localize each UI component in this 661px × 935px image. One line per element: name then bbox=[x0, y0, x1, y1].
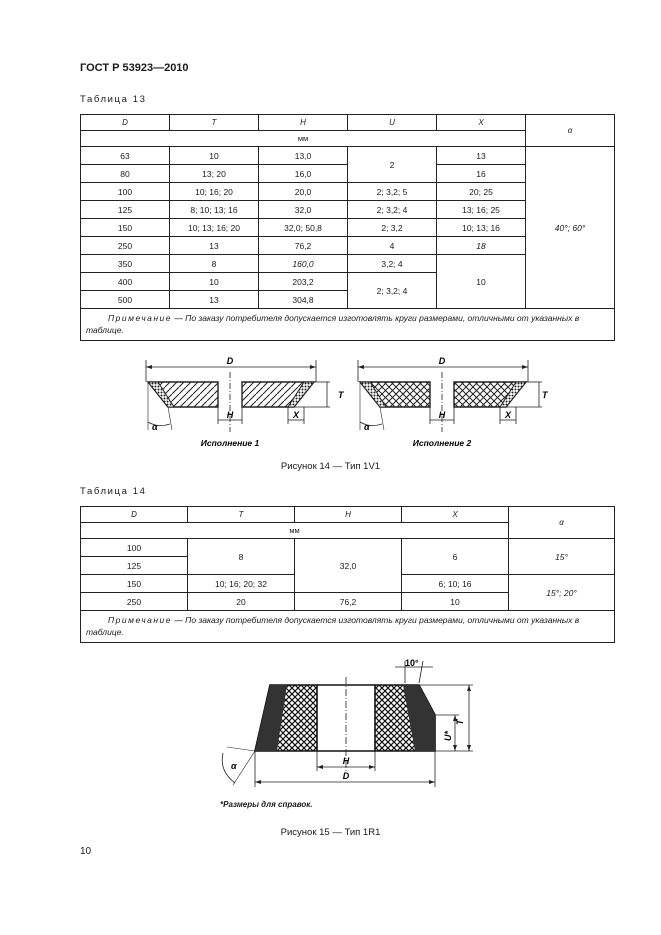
cell: 13 bbox=[437, 147, 526, 165]
cell: 15°; 20° bbox=[509, 575, 615, 611]
table13-header-alpha: α bbox=[526, 115, 615, 147]
cell: 6; 10; 16 bbox=[402, 575, 509, 593]
fig15-dim-U: U* bbox=[443, 730, 453, 741]
document-header: ГОСТ Р 53923—2010 bbox=[80, 62, 189, 74]
fig14-v2-dim-H: H bbox=[438, 410, 446, 420]
cell: 6 bbox=[402, 539, 509, 575]
fig14-v1-dim-D: D bbox=[226, 356, 234, 366]
note-label: Примечание bbox=[108, 313, 172, 323]
fig14-v2-dim-T: T bbox=[542, 390, 548, 400]
cell: 150 bbox=[81, 219, 170, 237]
table13-header-U: U bbox=[348, 115, 437, 131]
table13-unit: мм bbox=[81, 131, 526, 147]
cell: 2; 3,2; 4 bbox=[348, 201, 437, 219]
figure15-caption: Рисунок 15 — Тип 1R1 bbox=[280, 827, 381, 838]
table-row bbox=[81, 147, 615, 165]
cell: 100 bbox=[81, 183, 170, 201]
cell: 32,0; 50,8 bbox=[259, 219, 348, 237]
fig15-dim-T: T bbox=[455, 719, 465, 725]
table13-header-H: H bbox=[259, 115, 348, 131]
note-text: — По заказу потребителя допускается изготовлять круги размерами, отличными от указанных в таблице. bbox=[86, 313, 580, 335]
cell: 80 bbox=[81, 165, 170, 183]
cell: 15° bbox=[509, 539, 615, 575]
table13-header-T: T bbox=[170, 115, 259, 131]
cell: 2 bbox=[348, 147, 437, 183]
figure14-drawing bbox=[130, 352, 550, 452]
cell: 2; 3,2 bbox=[348, 219, 437, 237]
cell: 10 bbox=[170, 147, 259, 165]
cell: 18 bbox=[437, 237, 526, 255]
fig14-v1-dim-H: H bbox=[226, 410, 234, 420]
cell: 20,0 bbox=[259, 183, 348, 201]
cell: 203,2 bbox=[259, 273, 348, 291]
page-number: 10 bbox=[80, 846, 92, 857]
table14-unit: мм bbox=[81, 523, 509, 539]
cell: 350 bbox=[81, 255, 170, 273]
cell: 250 bbox=[81, 593, 188, 611]
note-label: Примечание bbox=[108, 615, 172, 625]
table14-header-alpha: α bbox=[509, 507, 615, 539]
fig15-angle-top: 10° bbox=[405, 658, 419, 668]
table13 bbox=[80, 114, 615, 341]
cell: 10 bbox=[437, 255, 526, 309]
cell: 10; 13; 16; 20 bbox=[170, 219, 259, 237]
fig14-v1-dim-T: T bbox=[338, 390, 344, 400]
cell: 3,2; 4 bbox=[348, 255, 437, 273]
cell: 160,0 bbox=[259, 255, 348, 273]
cell: 13; 20 bbox=[170, 165, 259, 183]
fig14-v1-dim-alpha: α bbox=[152, 422, 158, 432]
cell: 76,2 bbox=[295, 593, 402, 611]
cell: 125 bbox=[81, 201, 170, 219]
table13-caption: Таблица 13 bbox=[80, 94, 147, 105]
fig14-v2-dim-D: D bbox=[438, 356, 446, 366]
fig14-variant2-label: Исполнение 2 bbox=[412, 438, 472, 448]
figure15-footnote: *Размеры для справок. bbox=[220, 800, 313, 809]
cell: 150 bbox=[81, 575, 188, 593]
cell: 10; 13; 16 bbox=[437, 219, 526, 237]
cell: 76,2 bbox=[259, 237, 348, 255]
table14-header-X: X bbox=[402, 507, 509, 523]
cell: 13; 16; 25 bbox=[437, 201, 526, 219]
cell: 13,0 bbox=[259, 147, 348, 165]
cell: 10 bbox=[402, 593, 509, 611]
table13-header-D: D bbox=[81, 115, 170, 131]
fig14-v2-dim-X: X bbox=[504, 410, 512, 420]
cell: 16 bbox=[437, 165, 526, 183]
cell: 32,0 bbox=[295, 539, 402, 593]
fig15-dim-D: D bbox=[342, 771, 350, 781]
cell: 8 bbox=[188, 539, 295, 575]
cell: 250 bbox=[81, 237, 170, 255]
figure14-variant1 bbox=[146, 356, 345, 448]
cell: 20 bbox=[188, 593, 295, 611]
table14-note bbox=[81, 611, 615, 643]
cell: 2; 3,2; 5 bbox=[348, 183, 437, 201]
figure14-caption: Рисунок 14 — Тип 1V1 bbox=[280, 461, 381, 472]
cell: 63 bbox=[81, 147, 170, 165]
table13-note bbox=[81, 309, 615, 341]
cell: 500 bbox=[81, 291, 170, 309]
cell: 125 bbox=[81, 557, 188, 575]
table14-caption: Таблица 14 bbox=[80, 486, 147, 497]
note-text: — По заказу потребителя допускается изготовлять круги размерами, отличными от указанных в таблице. bbox=[86, 615, 580, 637]
cell: 2; 3,2; 4 bbox=[348, 273, 437, 309]
cell: 10; 16; 20 bbox=[170, 183, 259, 201]
cell: 13 bbox=[170, 237, 259, 255]
table14-header-D: D bbox=[81, 507, 188, 523]
table-row bbox=[81, 539, 615, 557]
cell: 8; 10; 13; 16 bbox=[170, 201, 259, 219]
cell: 10; 16; 20; 32 bbox=[188, 575, 295, 593]
cell: 400 bbox=[81, 273, 170, 291]
fig15-dim-H: H bbox=[342, 756, 350, 766]
cell: 16,0 bbox=[259, 165, 348, 183]
cell: 10 bbox=[170, 273, 259, 291]
cell: 4 bbox=[348, 237, 437, 255]
table13-header-X: X bbox=[437, 115, 526, 131]
table13-alpha-value: 40°; 60° bbox=[526, 147, 615, 309]
cell: 20; 25 bbox=[437, 183, 526, 201]
cell: 100 bbox=[81, 539, 188, 557]
table14-header-T: T bbox=[188, 507, 295, 523]
figure14-variant2 bbox=[358, 356, 549, 448]
figure15-drawing bbox=[205, 655, 495, 815]
table14-header-H: H bbox=[295, 507, 402, 523]
fig14-v2-dim-alpha: α bbox=[364, 422, 370, 432]
fig14-v1-dim-X: X bbox=[292, 410, 300, 420]
cell: 8 bbox=[170, 255, 259, 273]
cell: 304,8 bbox=[259, 291, 348, 309]
cell: 13 bbox=[170, 291, 259, 309]
fig15-dim-alpha: α bbox=[231, 761, 237, 771]
cell: 32,0 bbox=[259, 201, 348, 219]
table14 bbox=[80, 506, 615, 643]
fig14-variant1-label: Исполнение 1 bbox=[200, 438, 260, 448]
